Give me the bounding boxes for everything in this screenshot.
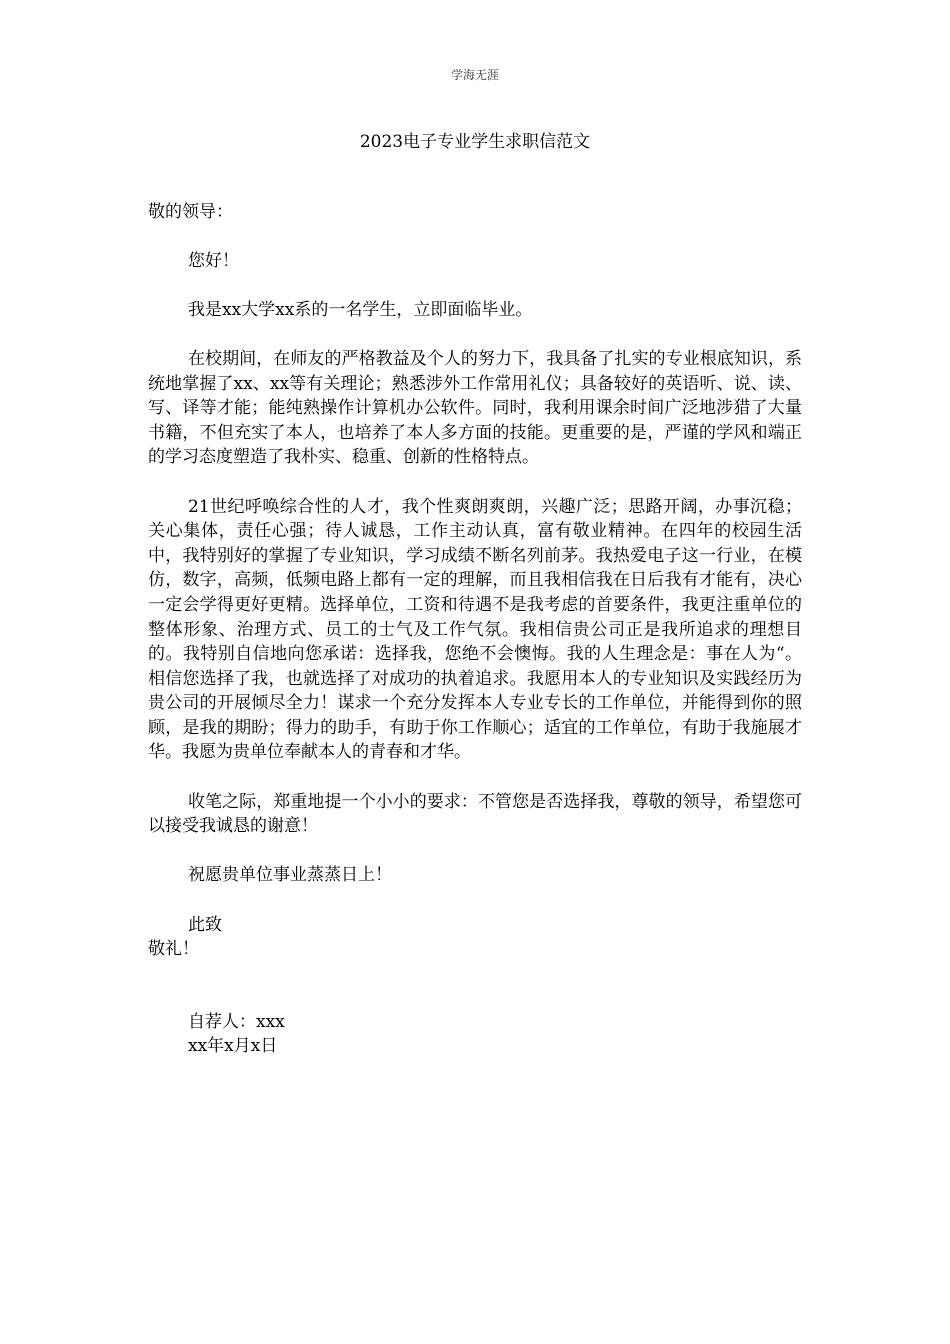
page-header: 学海无涯 [450,68,499,82]
paragraph-request: 收笔之际，郑重地提一个小小的要求：不管您是否选择我，尊敬的领导，希望您可以接受我诚恳的谢意！ [148,791,802,837]
wish-line: 祝愿贵单位事业蒸蒸日上！ [188,865,392,886]
closing-jing-li: 敬礼！ [148,939,199,960]
letter-body [148,200,802,1059]
paragraph-personality: 21世纪呼唤综合性的人才，我个性爽朗爽朗，兴趣广泛；思路开阔，办事沉稳；关心集体，责任心强；待人诚恳，工作主动认真，富有敬业精神。在四年的校园生活中，我特别好的掌握了专业知识，学习成绩不断名列前茅。我热爱电子这一行业，在模仿，数字，高频，低频电路上都有一定的理解，而且我相信我在日后我有才能有，决心一定会学得更好更精。选择单位，工资和待遇不是我考虑的首要条件，我更注重单位的整体形象、治理方式、员工的士气及工作气氛。我相信贵公司正是我所追求的理想目的。我特别自信地向您承诺：选择我，您绝不会懊悔。我的人生理念是：事在人为“。相信您选择了我，也就选择了对成功的执着追求。我愿用本人的专业知识及实践经历为贵公司的开展倾尽全力！谋求一个充分发挥本人专业专长的工作单位，并能得到你的照顾，是我的期盼；得力的助手，有助于你工作顺心；适宜的工作单位，有助于我施展才华。我愿为贵单位奉献本人的青春和才华。 [148,496,802,763]
signer-line: 自荐人：xxx [188,1011,285,1032]
document-title: 2023电子专业学生求职信范文 [359,132,591,152]
greeting: 您好！ [188,250,239,271]
date-line: xx年x月x日 [188,1036,278,1057]
closing-ci-zhi: 此致 [188,914,222,935]
paragraph-education: 在校期间，在师友的严格教益及个人的努力下，我具备了扎实的专业根底知识，系统地掌握了xx、xx等有关理论；熟悉涉外工作常用礼仪；具备较好的英语听、说、读、写、译等才能；能纯熟操作计算机办公软件。同时，我利用课余时间广泛地涉猎了大量书籍，不但充实了本人，也培养了本人多方面的技能。更重要的是，严谨的学风和端正的学习态度塑造了我朴实、稳重、创新的性格特点。 [148,348,802,468]
intro-paragraph: 我是xx大学xx系的一名学生，立即面临毕业。 [188,299,533,320]
salutation: 敬的领导： [148,202,233,222]
